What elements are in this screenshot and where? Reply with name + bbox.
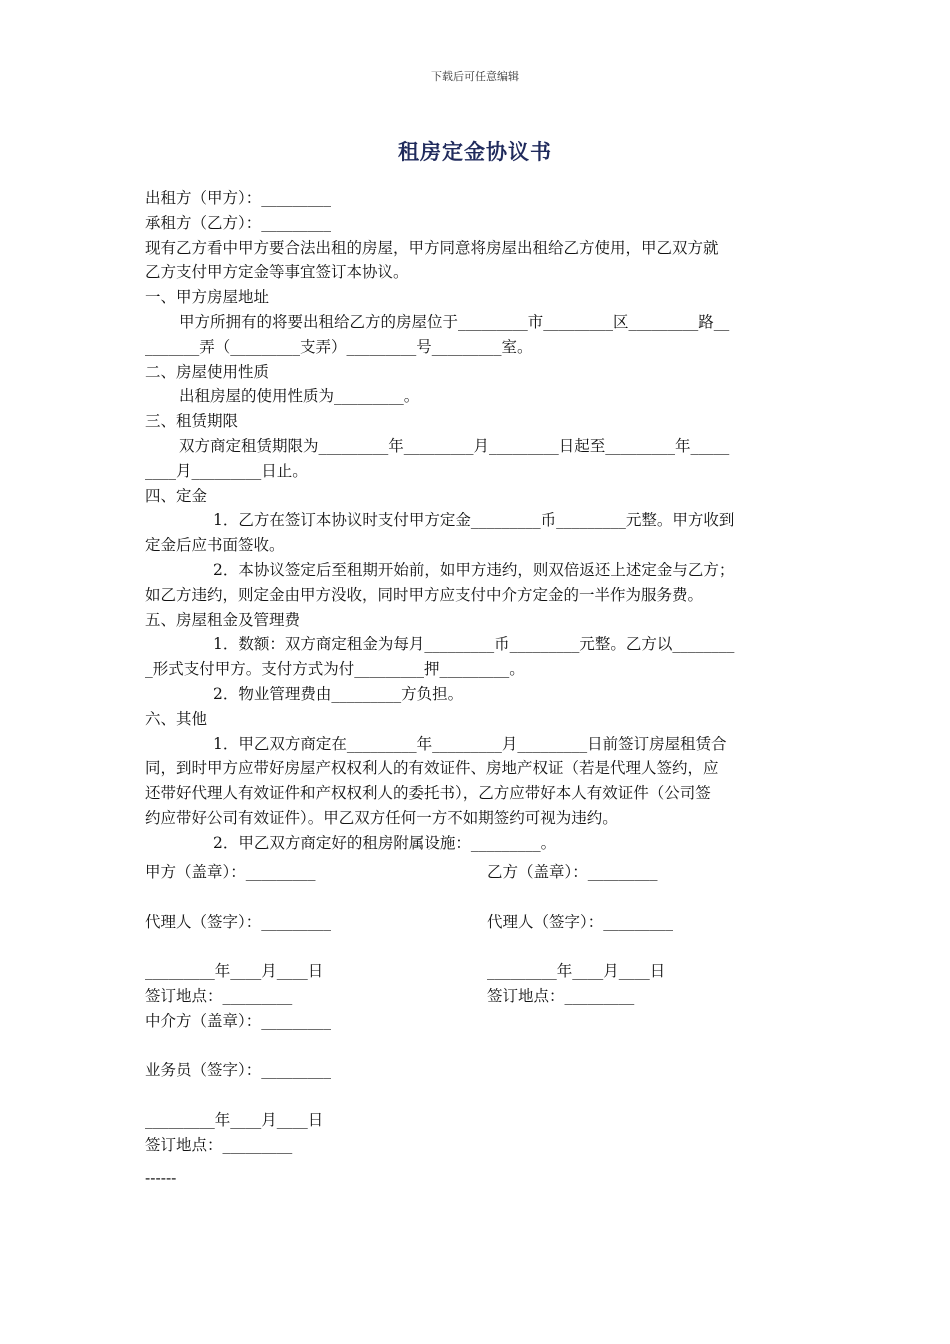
preamble-line-1: 现有乙方看中甲方要合法出租的房屋，甲方同意将房屋出租给乙方使用，甲乙双方就 [145,238,719,257]
lessor-line: 出租方（甲方）：_________ [145,189,332,207]
section-6-heading: 六、其他 [145,709,208,728]
address-line-1: 甲方所拥有的将要出租给乙方的房屋位于_________市_________区_________路__ [179,312,730,331]
deposit-item-1-line-1: 1．乙方在签订本协议时支付甲方定金_________币_________元整。甲方收到 [213,511,735,530]
section-4-heading: 四、定金 [145,486,208,505]
header-note: 下载后可任意编辑 [431,70,519,83]
rent-item-1-line-2: _形式支付甲方。支付方式为付_________押_________。 [145,660,525,679]
salesperson-signature: 业务员（签字）：_________ [145,1061,332,1080]
intermediary-row [145,1009,845,1034]
section-5-heading: 五、房屋租金及管理费 [145,610,301,629]
term-line-2: ____月_________日止。 [145,461,308,480]
end-mark: ------ [145,1168,177,1187]
other-item-2-line: 2．甲乙双方商定好的租房附属设施：_________。 [213,833,557,852]
deposit-item-2-line-1: 2．本协议签定后至租期开始前，如甲方违约，则双倍返还上述定金与乙方； [213,560,735,579]
signature-block [145,860,845,1190]
salesperson-row [145,1058,845,1083]
intermediary-seal: 中介方（盖章）：_________ [145,1011,332,1030]
end-mark-row [145,1166,845,1191]
date-row [145,959,845,984]
agent-row [145,910,845,935]
place-b: 签订地点：_________ [487,986,635,1005]
deposit-item-1-line-2: 定金后应书面签收。 [145,536,285,555]
place-row-c [145,1133,845,1158]
other-item-1-line-2: 同，到时甲方应带好房屋产权权利人的有效证件、房地产权证（若是代理人签约，应 [145,759,719,778]
term-line-1: 双方商定租赁期限为_________年_________月_________日起至_________年_____ [179,436,730,455]
date-a: _________年____月____日 [145,962,324,981]
seal-row [145,860,845,885]
agent-a-signature: 代理人（签字）：_________ [145,912,332,931]
party-b-seal: 乙方（盖章）：_________ [487,863,658,881]
lessee-line: 承租方（乙方）：_________ [145,213,332,232]
place-c: 签订地点：_________ [145,1135,293,1154]
section-2-heading: 二、房屋使用性质 [145,362,270,381]
other-item-1-line-3: 还带好代理人有效证件和产权权利人的委托书），乙方应带好本人有效证件（公司签 [145,784,711,803]
section-3-heading: 三、租赁期限 [145,412,239,431]
other-item-1-line-4: 约应带好公司有效证件）。甲乙双方任何一方不如期签约可视为违约。 [145,808,618,827]
deposit-item-2-line-2: 如乙方违约，则定金由甲方没收，同时甲方应支付中介方定金的一半作为服务费。 [145,585,704,604]
section-1-heading: 一、甲方房屋地址 [145,288,270,307]
address-line-2: _______弄（_________支弄）_________号_________室。 [145,337,533,356]
usage-line: 出租房屋的使用性质为_________。 [179,387,420,406]
document-title: 租房定金协议书 [398,139,552,164]
date-c: _________年____月____日 [145,1110,324,1129]
rent-item-2-line: 2．物业管理费由_________方负担。 [213,684,464,703]
other-item-1-line-1: 1．甲乙双方商定在_________年_________月_________日前签订房屋租赁合 [213,734,727,753]
date-row-c [145,1108,845,1133]
agent-b-signature: 代理人（签字）：_________ [487,912,674,931]
rent-item-1-line-1: 1．数额：双方商定租金为每月_________币_________元整。乙方以________ [213,635,735,654]
place-a: 签订地点：_________ [145,986,293,1005]
date-b: _________年____月____日 [487,962,666,981]
place-row [145,984,845,1009]
agreement-body [145,186,805,856]
party-a-seal: 甲方（盖章）：_________ [145,863,316,881]
preamble-line-2: 乙方支付甲方定金等事宜签订本协议。 [145,263,409,282]
